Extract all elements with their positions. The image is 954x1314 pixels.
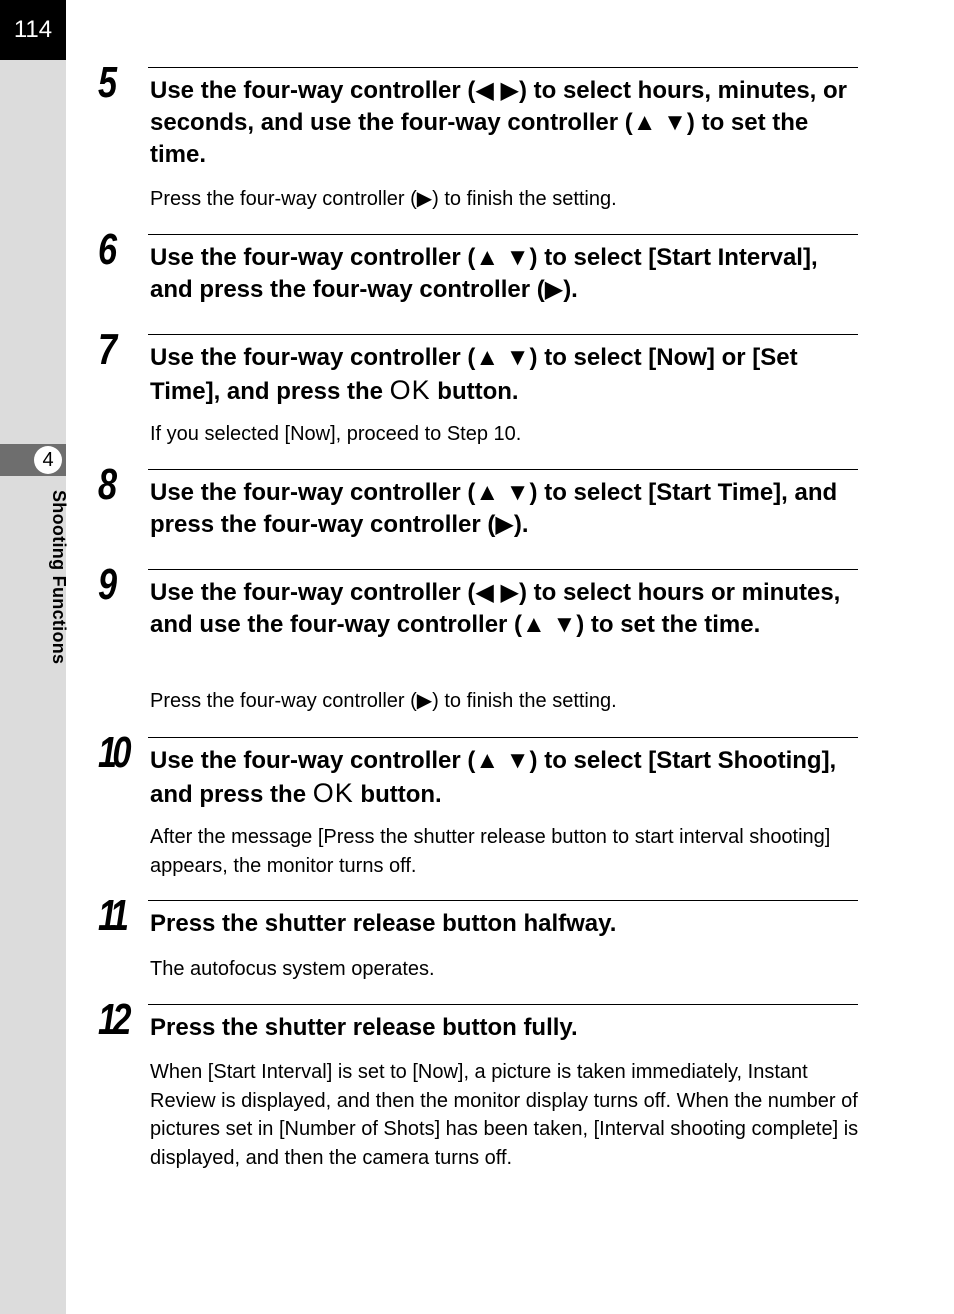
step-divider [148, 737, 858, 738]
step-heading: Press the shutter release button fully. [150, 1014, 578, 1041]
step-divider [148, 569, 858, 570]
step-heading: Use the four-way controller (◀ ▶) to select hours or minutes, and use the four-way controller (▲ ▼) to set the time. [150, 579, 841, 638]
step-divider [148, 1004, 858, 1005]
step-number: 11 [98, 891, 125, 940]
heading-text: Use the four-way controller (▲ ▼) to select [Start Shooting], and press the [150, 747, 837, 808]
ok-button-icon: OK [312, 778, 354, 808]
step-body: When [Start Interval] is set to [Now], a picture is taken immediately, Instant Review is displayed, and then the monitor display turns off. When the number of pictures set in [Number of Shots] has been taken, [Interval shooting complete] is displayed, and then the camera turns off. [150, 1061, 859, 1169]
step-divider [148, 234, 858, 235]
step-heading: Use the four-way controller (◀ ▶) to select hours, minutes, or seconds, and use the four-way controller (▲ ▼) to set the time. [150, 77, 848, 168]
chapter-title: Shooting Functions [49, 490, 69, 665]
step-number: 9 [98, 560, 113, 609]
step-body: Press the four-way controller (▶) to finish the setting. [150, 188, 617, 210]
page-number: 114 [0, 0, 66, 60]
step-number: 6 [98, 225, 113, 274]
ok-button-icon: OK [389, 375, 431, 405]
step-divider [148, 900, 858, 901]
step-heading: Use the four-way controller (▲ ▼) to select [Start Interval], and press the four-way controller (▶). [150, 244, 818, 303]
step-heading [150, 342, 860, 408]
heading-text: button. [430, 378, 519, 405]
step-divider [148, 67, 858, 68]
step-body: The autofocus system operates. [150, 958, 435, 980]
chapter-number: 4 [34, 446, 62, 474]
step-number: 12 [98, 995, 127, 1044]
step-number: 7 [98, 325, 113, 374]
heading-text: button. [353, 781, 442, 808]
step-heading: Use the four-way controller (▲ ▼) to select [Start Time], and press the four-way controller (▶). [150, 479, 838, 538]
step-body: If you selected [Now], proceed to Step 10. [150, 423, 522, 445]
step-number: 5 [98, 58, 113, 107]
step-heading [150, 745, 860, 811]
step-body: After the message [Press the shutter release button to start interval shooting] appears, the monitor turns off. [150, 826, 831, 877]
step-divider [148, 469, 858, 470]
heading-text: Use the four-way controller (▲ ▼) to select [Now] or [Set Time], and press the [150, 344, 798, 405]
step-divider [148, 334, 858, 335]
step-number: 10 [98, 728, 127, 777]
step-heading: Press the shutter release button halfway. [150, 910, 617, 937]
step-number: 8 [98, 460, 113, 509]
step-body: Press the four-way controller (▶) to finish the setting. [150, 690, 617, 712]
